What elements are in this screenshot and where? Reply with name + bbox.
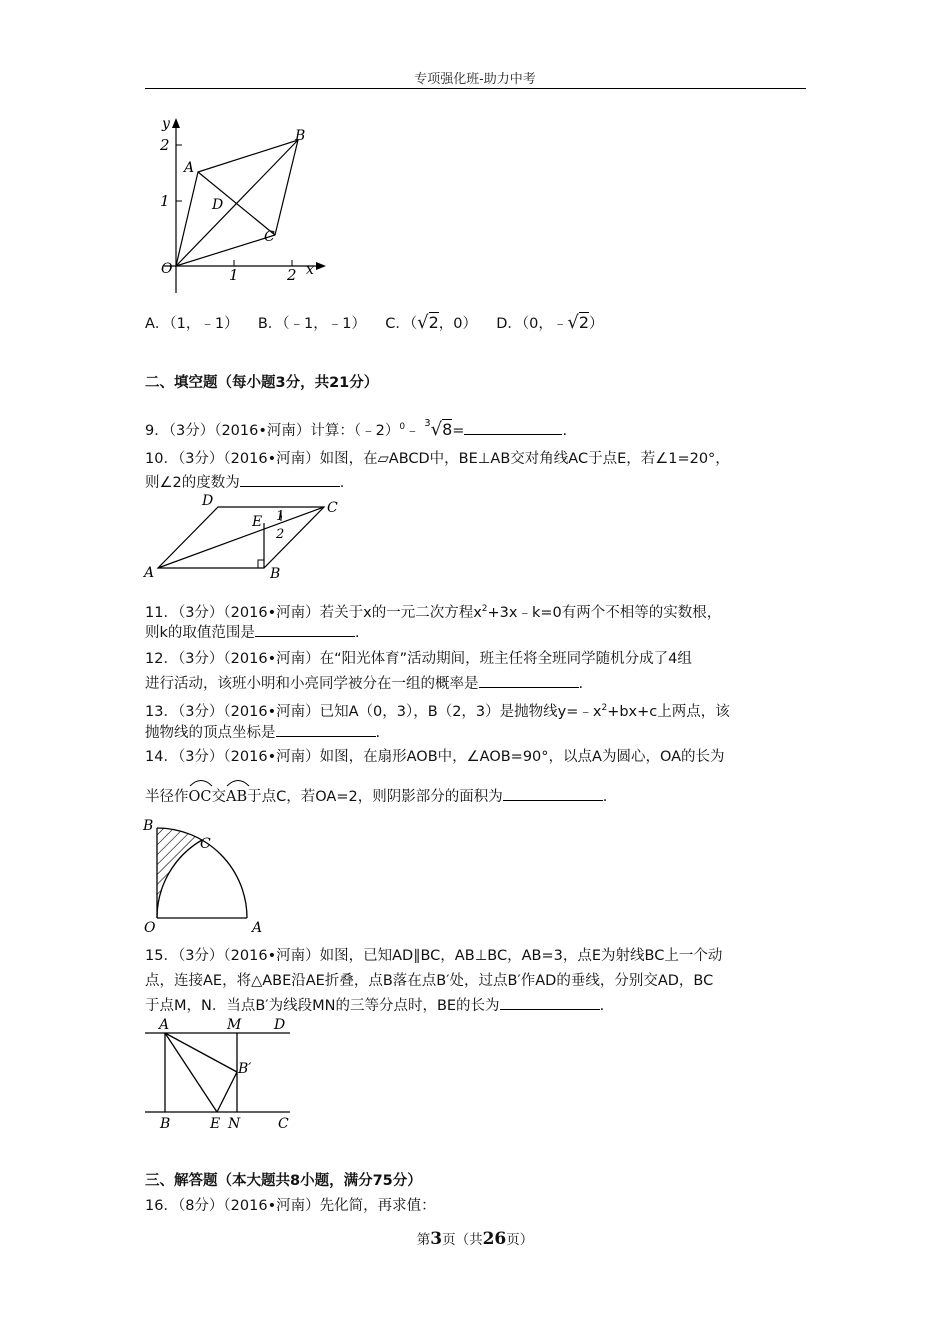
fig15-label-a: A (159, 1017, 170, 1033)
q8-options (145, 312, 810, 335)
arc-ab: AB (226, 786, 247, 808)
question-15-line-1: 15．（3分）（2016•河南）如图，已知AD∥BC，AB⊥BC，AB=3，点E为射线BC上一个动 (145, 948, 723, 964)
fig10-label-1: 1 (276, 509, 285, 524)
question-14-line-2: 半径作 OC交 AB于点C，若OA=2，则阴影部分的面积为 . (145, 786, 810, 808)
answer-blank[interactable] (464, 420, 562, 435)
fig8-label-y: y (162, 116, 170, 132)
page-number: 3 (430, 1229, 443, 1249)
q8-option-d: D．（0，﹣√2） (496, 312, 604, 333)
section-2-title: 二、填空题（每小题3分，共21分） (145, 375, 379, 391)
fig10-label-b: B (270, 566, 281, 582)
question-15-line-3: 于点M，N．当点B′为线段MN的三等分点时，BE的长为 . (145, 995, 810, 1017)
question-16: 16．（8分）（2016•河南）先化简，再求值： (145, 1198, 436, 1214)
question-12-line-2: 进行活动，该班小明和小亮同学被分在一组的概率是 . (145, 673, 810, 695)
section-3-title: 三、解答题（本大题共8小题，满分75分） (145, 1173, 422, 1189)
page-header: 专项强化班-助力中考 (414, 72, 536, 87)
fig15-label-d: D (274, 1017, 286, 1033)
answer-blank[interactable] (255, 622, 355, 637)
fig8-label-a: A (184, 160, 195, 176)
fig14-label-o: O (144, 920, 156, 936)
fig15-label-b: B (160, 1116, 171, 1132)
fig10-label-d: D (202, 493, 214, 509)
fig15-label-m: M (227, 1017, 242, 1033)
question-12-line-1: 12．（3分）（2016•河南）在“阳光体育”活动期间，班主任将全班同学随机分成了4组 (145, 651, 692, 667)
cube-root: $^3$√8 (424, 417, 453, 440)
fig8-label-d: D (212, 197, 224, 213)
answer-blank[interactable] (500, 995, 600, 1010)
fig15-label-bprime: B′ (238, 1061, 252, 1077)
q8-option-b: B．（﹣1，﹣1） (257, 316, 366, 332)
sqrt-symbol: √ (567, 312, 579, 333)
figure-q15-fold (140, 1012, 300, 1134)
question-10-line-1: 10．（3分）（2016•河南）如图，在▱ABCD中，BE⊥AB交对角线AC于点E，若∠1=20°， (145, 451, 730, 467)
fig8-tick-y2: 2 (160, 136, 170, 154)
page-footer: 第3页（共26页） (416, 1229, 534, 1249)
q8-option-a: A．（1，﹣1） (145, 316, 239, 332)
total-pages: 26 (482, 1229, 507, 1249)
sqrt-symbol: √ (417, 312, 429, 333)
fig15-label-e: E (210, 1116, 221, 1132)
fig14-label-b: B (143, 818, 154, 834)
figure-q8-coordinate-diagram (140, 110, 330, 300)
question-11-line-2: 则k的取值范围是 . (145, 622, 810, 644)
fig8-label-x: x (306, 262, 314, 278)
question-15-line-2: 点，连接AE，将△ABE沿AE折叠，点B落在点B′处，过点B′作AD的垂线，分别交AD，BC (145, 973, 714, 989)
fig8-label-b: B (295, 128, 306, 144)
arc-oc: OC (189, 786, 212, 808)
fig10-label-c: C (327, 500, 338, 516)
header-rule (145, 88, 806, 89)
question-13-line-1: 13．（3分）（2016•河南）已知A（0，3），B（2，3）是抛物线$y=﹣x^2+bx+c$上两点，该 (145, 703, 730, 720)
figure-q14-sector (140, 812, 270, 937)
question-10-line-2: 则∠2的度数为 . (145, 472, 810, 494)
fig8-label-c: C (264, 229, 275, 245)
answer-blank[interactable] (503, 786, 603, 801)
fig10-label-a: A (144, 565, 155, 581)
fig8-tick-x2: 2 (287, 266, 297, 284)
fig10-label-2: 2 (276, 527, 285, 542)
fig8-label-o: O (161, 261, 173, 277)
q8-option-c: C．（√2，0） (385, 312, 477, 333)
fig8-tick-x1: 1 (229, 266, 239, 284)
question-13-line-2: 抛物线的顶点坐标是 . (145, 722, 810, 744)
answer-blank[interactable] (276, 722, 376, 737)
figure-q10-parallelogram (140, 490, 350, 582)
question-14-line-1: 14．（3分）（2016•河南）如图，在扇形AOB中，∠AOB=90°，以点A为圆心，OA的长为 (145, 749, 725, 765)
fig15-label-n: N (228, 1116, 241, 1132)
fig14-label-a: A (252, 920, 263, 936)
fig15-label-c: C (278, 1116, 289, 1132)
question-9: 9．（3分）（2016•河南）计算：（﹣2）$^0$﹣ $^3$√8= . (145, 417, 568, 440)
fig8-tick-y1: 1 (160, 192, 170, 210)
question-11-line-1: 11．（3分）（2016•河南）若关于x的一元二次方程$x^2+3x﹣k=0$有两个不相等的实数根， (145, 604, 722, 621)
answer-blank[interactable] (479, 673, 579, 688)
answer-blank[interactable] (240, 472, 340, 487)
fig14-label-c: C (200, 836, 211, 852)
fig10-label-e: E (252, 514, 263, 530)
